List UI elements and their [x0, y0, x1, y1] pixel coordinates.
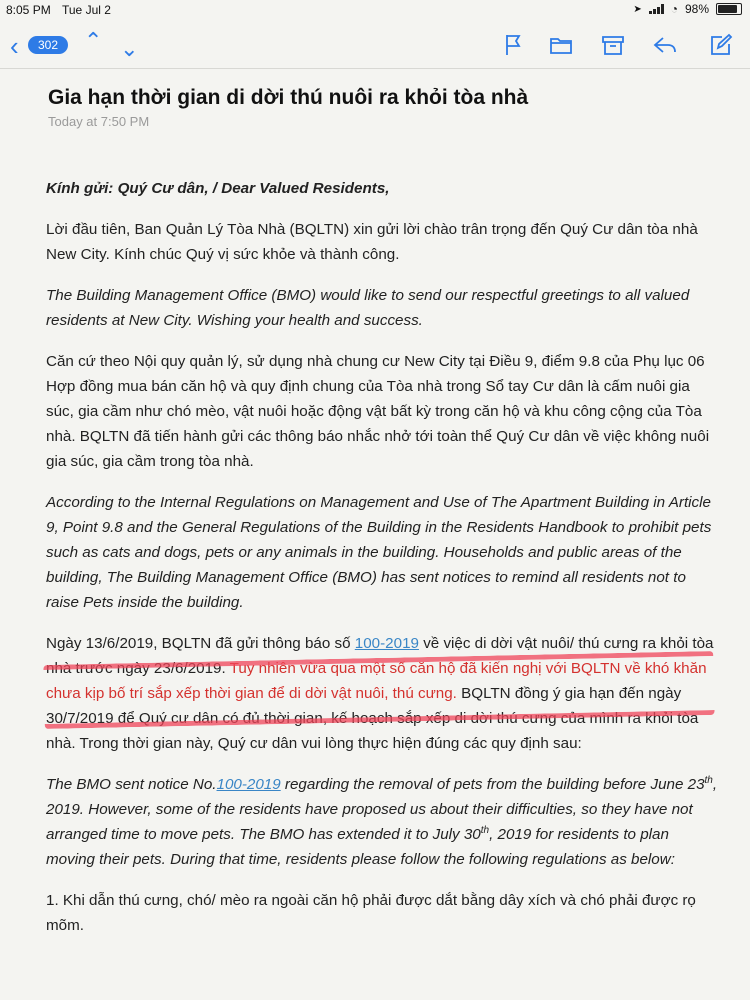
archive-button[interactable] [600, 32, 626, 58]
status-right [633, 2, 742, 16]
paragraph-extension-en [46, 772, 718, 872]
folder-icon [548, 32, 574, 58]
email-timestamp: Today at 7:50 PM [48, 114, 150, 129]
paragraph-intro-en: The Building Management Office (BMO) would like to send our respectful greetings to all valued residents at New City. Wishing your health and success. [46, 287, 690, 329]
reply-icon [652, 32, 678, 58]
text-segment: BQLTN đồng ý gia hạn đến ngày 30/7/2019 để Quý cư dân có đủ thời gian, kế hoạch sắp xếp di dời thú cưng của mình ra khỏi tòa nhà. Trong thời gian này, Quý cư dân vui lòng thực hiện đúng các quy định sau: [46, 685, 699, 752]
highlighted-text: Tuy nhiên vừa qua một số căn hộ đã kiến nghị với BQLTN về khó khăn chưa kịp bố trí sắp xếp thời gian để di dời vật nuôi, thú cưng. [46, 660, 707, 702]
text-segment: , 2019. However, some of the residents have proposed us about their difficulties, so they have not arranged time to move pets. The BMO has extended it to July 30 [46, 776, 718, 843]
notice-link-en[interactable]: 100-2019 [216, 776, 281, 793]
flag-button[interactable] [500, 32, 526, 58]
archive-icon [600, 32, 626, 58]
paragraph-regulation-vi: Căn cứ theo Nội quy quản lý, sử dụng nhà chung cư New City tại Điều 9, điểm 9.8 của Phụ lục 06 Hợp đồng mua bán căn hộ và quy định chung của Tòa nhà trong Sổ tay Cư dân là cấm nuôi gia súc, gia cầm như chó mèo, vật nuôi hoặc động vật bất kỳ trong căn hộ và khu công cộng của Tòa nhà. BQLTN đã tiến hành gửi các thông báo nhắc nhở tới toàn thể Quý Cư dân về việc không nuôi gia súc, gia cầm trong tòa nhà. [46, 353, 710, 470]
previous-message-button[interactable]: ⌃ [84, 28, 103, 53]
list-item-1: 1. Khi dẫn thú cưng, chó/ mèo ra ngoài căn hộ phải được dắt bằng dây xích và chó phải được rọ mõm. [46, 892, 696, 934]
text-segment: Ngày 13/6/2019, BQLTN đã gửi thông báo số [46, 635, 355, 652]
location-icon: ➤ [633, 3, 642, 15]
status-time: 8:05 PM [6, 3, 51, 17]
status-date: Tue Jul 2 [62, 3, 111, 17]
paragraph-regulation-en: According to the Internal Regulations on Management and Use of The Apartment Building in Article 9, Point 9.8 and the General Regulations of the Building in the Residents Handbook to prohibit pets such as cats and dogs, pets or any animals in the building. Households and public areas of the building, The Building Management Office (BMO) has sent notices to remind all residents not to raise Pets inside the building. [46, 494, 712, 611]
status-bar [0, 0, 750, 22]
superscript: th [480, 824, 490, 836]
compose-icon [708, 32, 734, 58]
text-segment: về việc di dời vật nuôi/ thú cưng ra khỏi tòa nhà trước ngày 23/6/2019. [46, 635, 714, 677]
signal-icon [649, 4, 664, 14]
notice-link[interactable]: 100-2019 [354, 635, 419, 652]
email-subject: Gia hạn thời gian di dời thú nuôi ra khỏi tòa nhà [48, 86, 529, 109]
paragraph-extension-vi [46, 631, 718, 756]
battery-percent: 98% [684, 2, 709, 16]
reply-button[interactable] [652, 32, 678, 58]
folder-button[interactable] [548, 32, 574, 58]
inbox-count-badge[interactable]: 302 [28, 36, 68, 54]
text-segment: regarding the removal of pets from the building before June 23 [280, 776, 705, 793]
paragraph-intro-vi: Lời đầu tiên, Ban Quản Lý Tòa Nhà (BQLTN) xin gửi lời chào trân trọng đến Quý Cư dân tòa nhà New City. Kính chúc Quý vị sức khỏe và thành công. [46, 221, 698, 263]
superscript: th [704, 774, 713, 786]
wifi-icon: ◔ [670, 2, 678, 16]
email-body [46, 176, 718, 954]
back-chevron-icon[interactable]: ‹ [10, 31, 19, 61]
next-message-button[interactable]: ⌃ [120, 35, 139, 60]
greeting: Kính gửi: Quý Cư dân, / Dear Valued Residents, [46, 180, 390, 197]
flag-icon [500, 32, 526, 58]
mail-toolbar [0, 22, 750, 69]
compose-button[interactable] [708, 32, 734, 58]
text-segment: , 2019 for residents to plan moving their pets. During that time, residents please follow the following regulations as below: [46, 826, 675, 868]
text-segment: The BMO sent notice No. [46, 776, 217, 793]
battery-icon [716, 3, 742, 15]
